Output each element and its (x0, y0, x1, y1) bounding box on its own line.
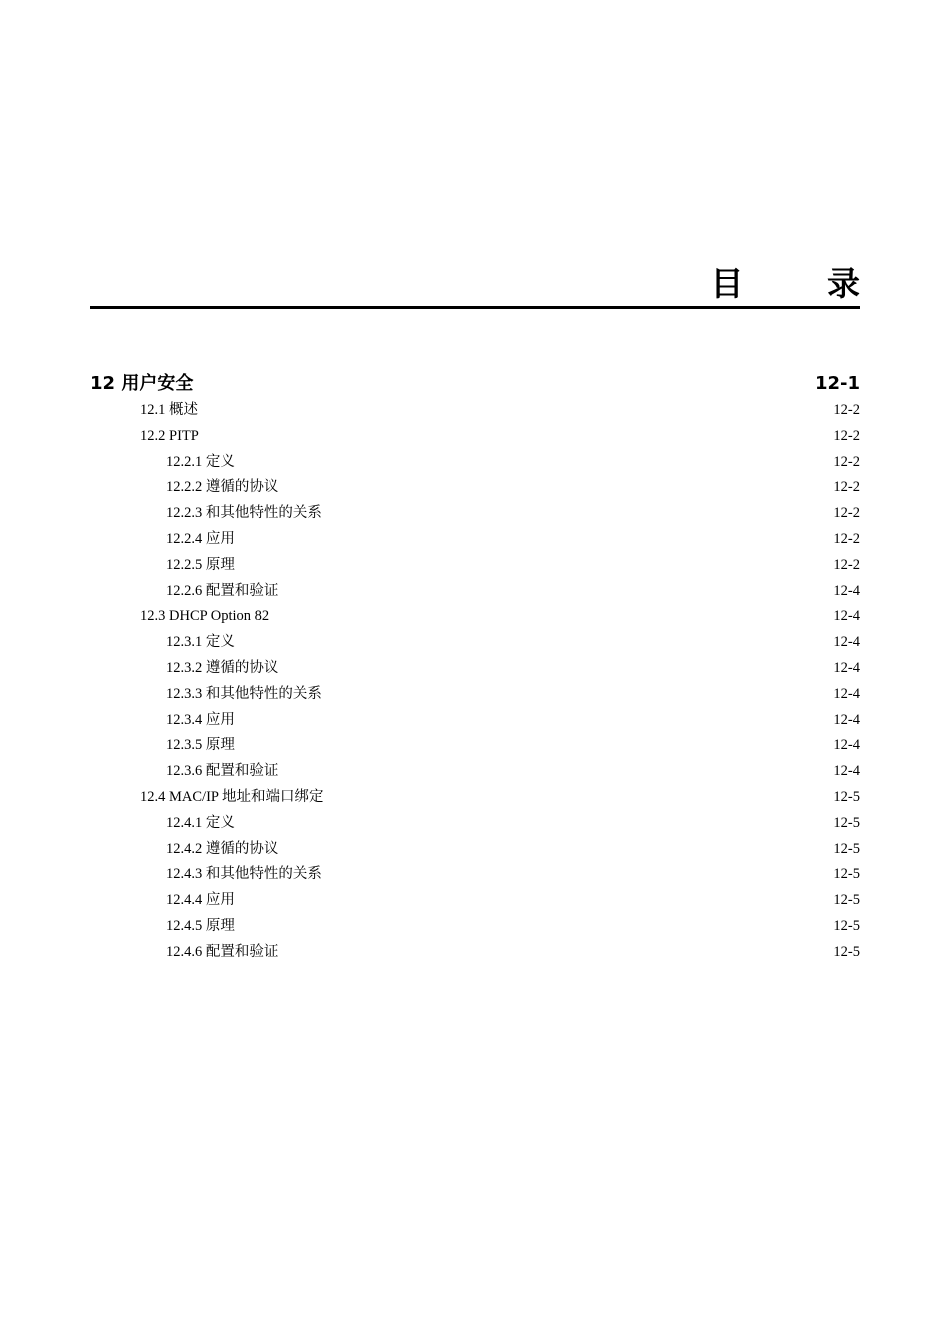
toc-entry[interactable] (90, 553, 860, 579)
toc-entry-page-number: 12-5 (833, 888, 860, 914)
toc-entry[interactable] (90, 708, 860, 734)
toc-entry[interactable] (90, 759, 860, 785)
toc-entry-label: 12.4.3 和其他特性的关系 (166, 862, 322, 888)
toc-entry-page-number: 12-4 (833, 682, 860, 708)
toc-entry[interactable] (90, 940, 860, 966)
toc-entry-page-number: 12-4 (833, 604, 860, 630)
toc-entry-label: 12.4.5 原理 (166, 914, 235, 940)
toc-entry-label: 12.3.2 遵循的协议 (166, 656, 278, 682)
toc-entry[interactable] (90, 656, 860, 682)
toc-entry-page-number: 12-4 (833, 708, 860, 734)
toc-entry-label: 12.3.5 原理 (166, 733, 235, 759)
toc-entry-label: 12.1 概述 (140, 398, 198, 424)
toc-entry-page-number: 12-2 (833, 527, 860, 553)
toc-entry-page-number: 12-4 (833, 579, 860, 605)
toc-entry-label: 12.2.6 配置和验证 (166, 579, 278, 605)
toc-entry-label: 12.2.4 应用 (166, 527, 235, 553)
toc-entry-label: 12.4.2 遵循的协议 (166, 837, 278, 863)
toc-entry-label: 12.3.3 和其他特性的关系 (166, 682, 322, 708)
toc-entry[interactable] (90, 501, 860, 527)
toc-entry[interactable] (90, 682, 860, 708)
toc-entry[interactable] (90, 888, 860, 914)
toc-entry[interactable] (90, 862, 860, 888)
toc-entry-page-number: 12-5 (833, 837, 860, 863)
toc-heading (90, 262, 896, 309)
toc-entry-label: 12.2.1 定义 (166, 450, 235, 476)
toc-entry[interactable] (90, 398, 860, 424)
toc-entry-label: 12.4.4 应用 (166, 888, 235, 914)
toc-entry-page-number: 12-5 (833, 940, 860, 966)
toc-entry-page-number: 12-2 (833, 450, 860, 476)
toc-entry-page-number: 12-1 (815, 370, 860, 398)
toc-entry-page-number: 12-5 (833, 785, 860, 811)
toc-entry-label: 12.2.2 遵循的协议 (166, 475, 278, 501)
toc-entry-label: 12.2.3 和其他特性的关系 (166, 501, 322, 527)
toc-entry[interactable] (90, 733, 860, 759)
toc-heading-text: 目 录 (710, 264, 896, 303)
toc-entry[interactable] (90, 837, 860, 863)
toc-entry-page-number: 12-5 (833, 914, 860, 940)
toc-entry-label: 12.3.4 应用 (166, 708, 235, 734)
toc-entry[interactable] (90, 630, 860, 656)
toc-entry-page-number: 12-2 (833, 424, 860, 450)
toc-entry-page-number: 12-2 (833, 398, 860, 424)
toc-entry-label: 12 用户安全 (90, 370, 193, 398)
toc-entry-page-number: 12-2 (833, 553, 860, 579)
toc-entry-label: 12.4.6 配置和验证 (166, 940, 278, 966)
toc-entry-label: 12.2.5 原理 (166, 553, 235, 579)
toc-entry[interactable] (90, 579, 860, 605)
toc-entry-label: 12.4 MAC/IP 地址和端口绑定 (140, 785, 324, 811)
toc-entry[interactable] (90, 450, 860, 476)
toc-entry-label: 12.3 DHCP Option 82 (140, 604, 269, 630)
toc-entry[interactable] (90, 527, 860, 553)
toc-entry[interactable] (90, 785, 860, 811)
toc-entry[interactable] (90, 914, 860, 940)
toc-entry-page-number: 12-2 (833, 475, 860, 501)
toc-entry[interactable] (90, 811, 860, 837)
toc-entry-page-number: 12-4 (833, 759, 860, 785)
toc-entry[interactable] (90, 424, 860, 450)
toc-entry-page-number: 12-2 (833, 501, 860, 527)
toc-entry-label: 12.3.1 定义 (166, 630, 235, 656)
toc-entry-label: 12.4.1 定义 (166, 811, 235, 837)
table-of-contents (90, 370, 860, 966)
toc-entry-page-number: 12-4 (833, 630, 860, 656)
toc-entry[interactable] (90, 370, 860, 398)
toc-entry[interactable] (90, 604, 860, 630)
toc-entry-page-number: 12-5 (833, 862, 860, 888)
toc-entry-label: 12.2 PITP (140, 424, 199, 450)
toc-entry-page-number: 12-4 (833, 656, 860, 682)
toc-entry-label: 12.3.6 配置和验证 (166, 759, 278, 785)
toc-entry-page-number: 12-5 (833, 811, 860, 837)
toc-entry-page-number: 12-4 (833, 733, 860, 759)
toc-entry[interactable] (90, 475, 860, 501)
